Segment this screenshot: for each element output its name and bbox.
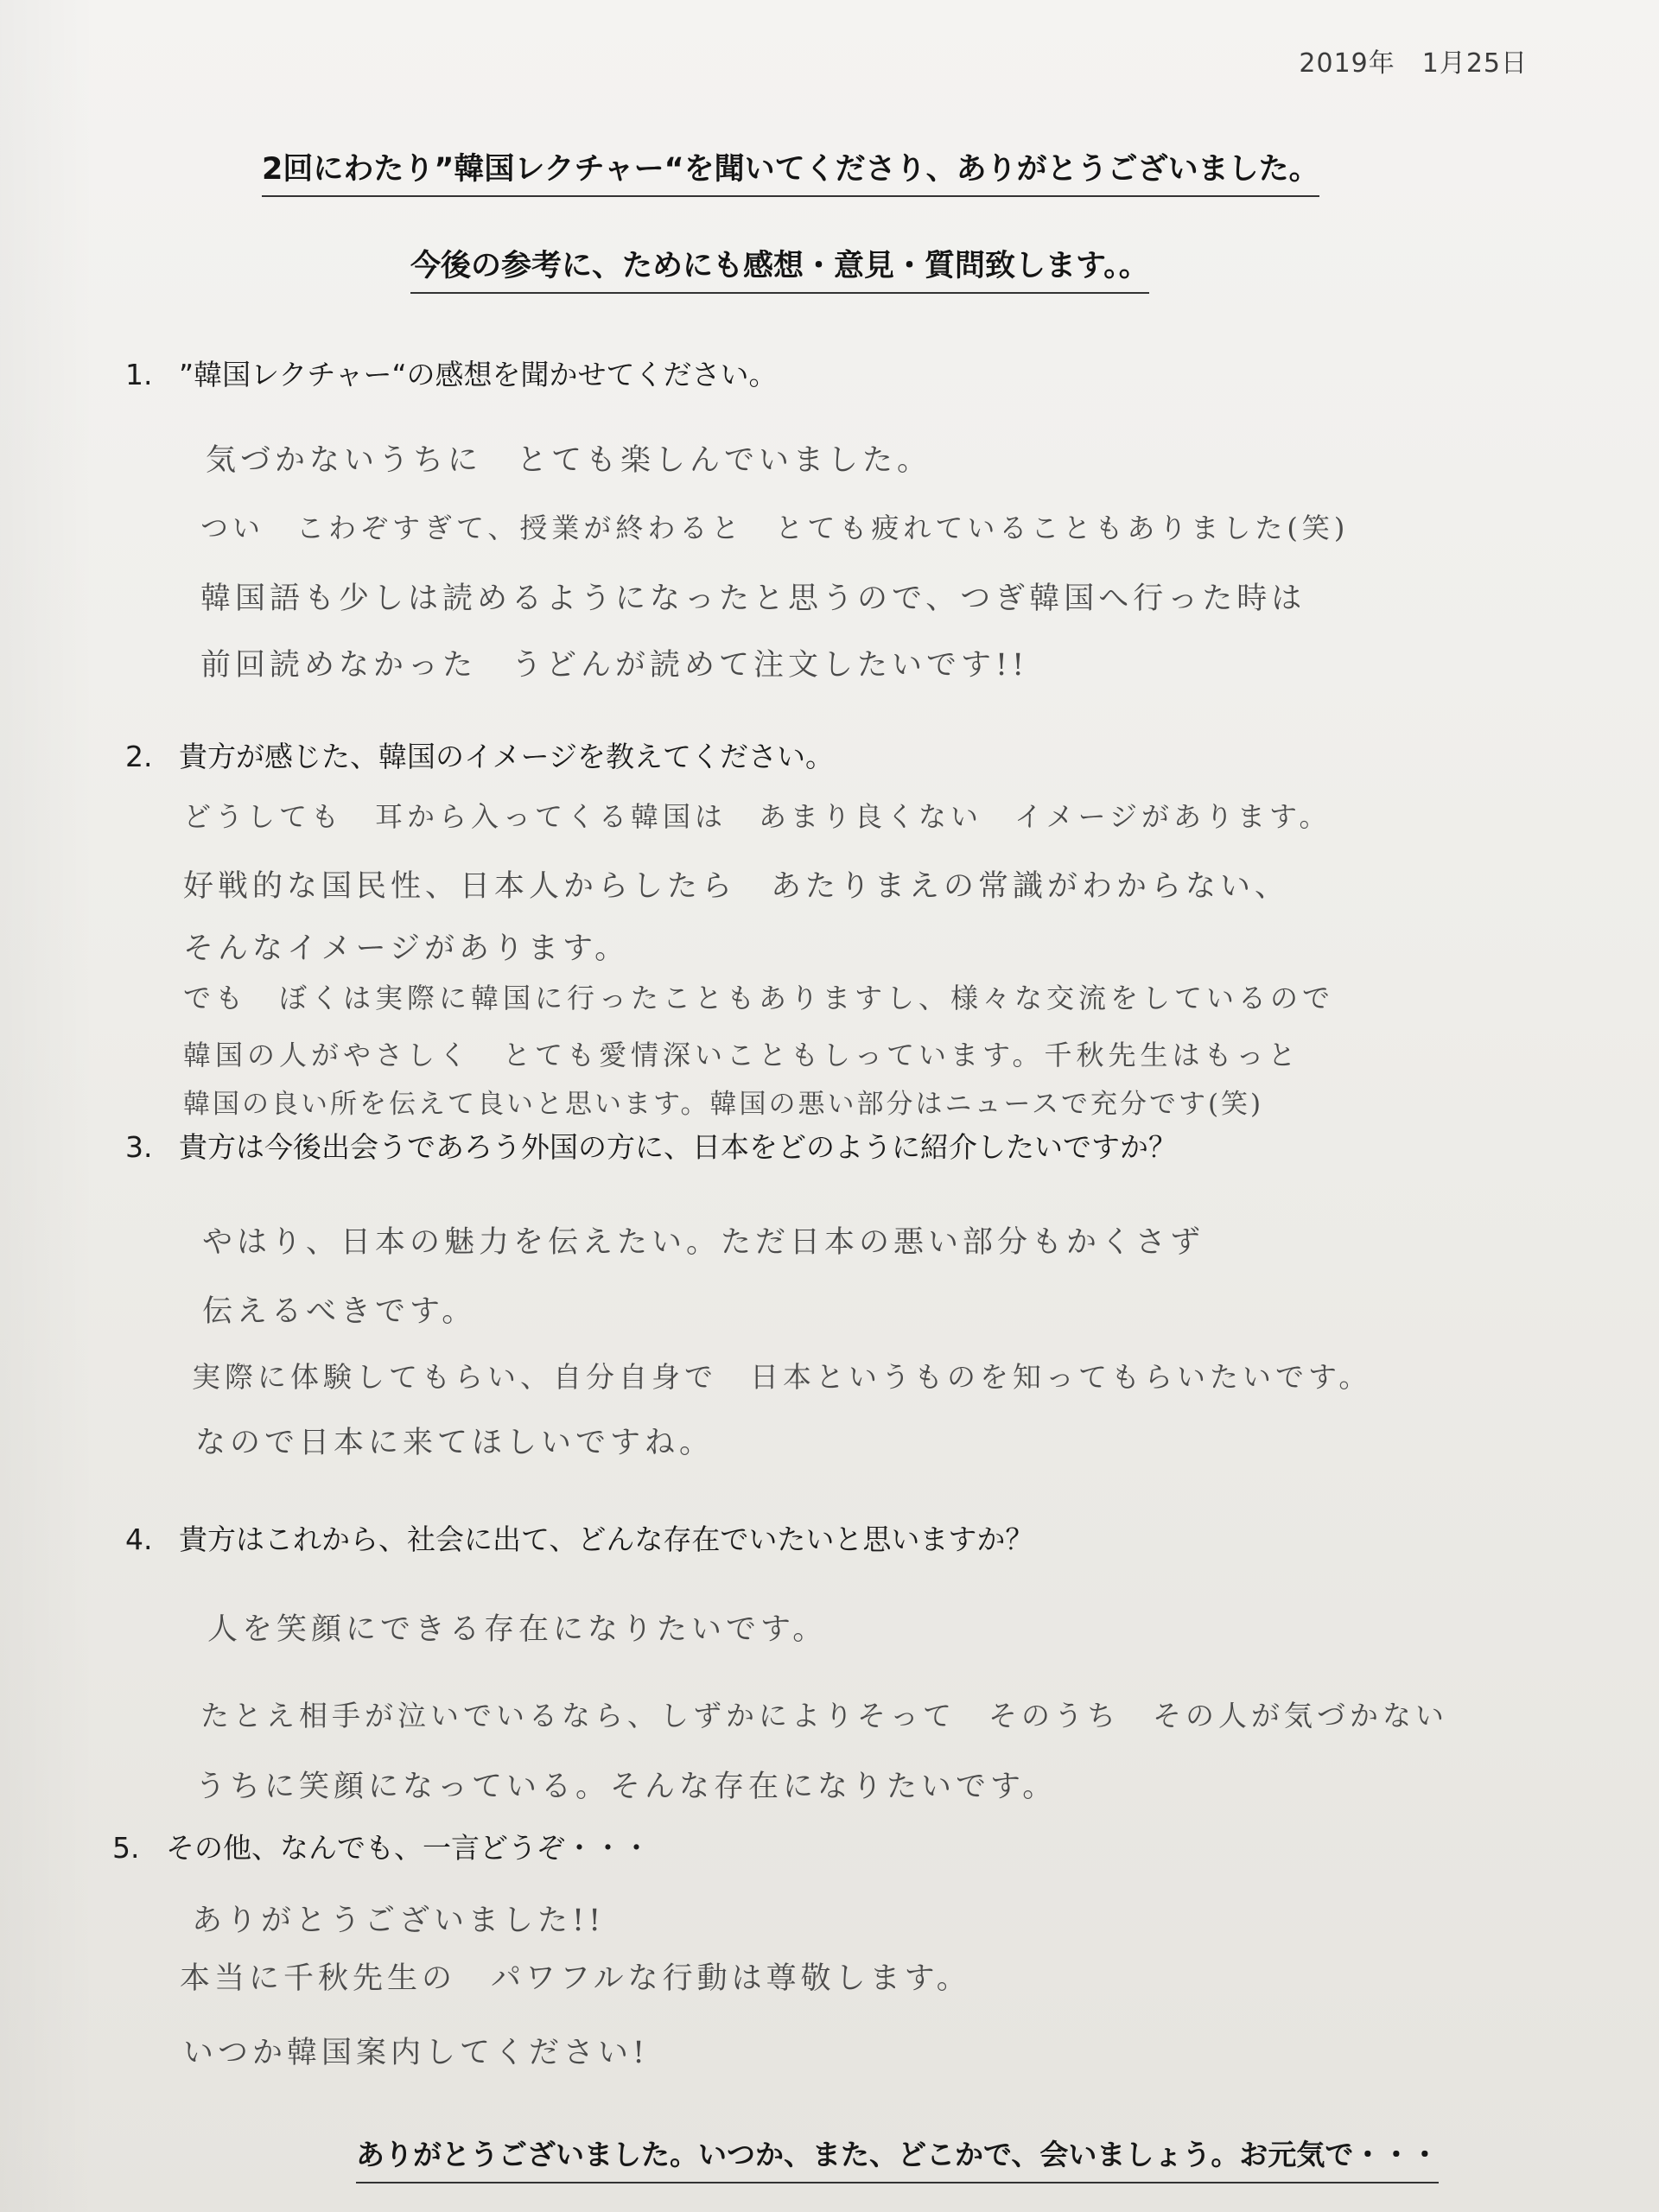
handwritten-answer-line: 本当に千秋先生の パワフルな行動は尊敬します。 [180,1961,971,1996]
closing-message: ありがとうございました。いつか、また、どこかで、会いましょう。お元気で・・・ [356,2133,1439,2183]
handwritten-answer-line: なので日本に来てほしいですね。 [195,1426,715,1460]
document-date: 2019年 1月25日 [1299,48,1528,79]
question-4 [125,1517,1033,1558]
handwritten-answer-line: いつか韓国案内してください! [183,2036,650,2070]
question-text: 貴方が感じた、韓国のイメージを教えてください。 [179,740,835,773]
page-shadow [0,0,95,2212]
question-number: 4. [125,1522,153,1556]
question-3 [125,1125,1177,1166]
question-number: 5. [112,1831,140,1865]
question-text: 貴方は今後出会うであろう外国の方に、日本をどのように紹介したいですか？ [179,1130,1177,1164]
handwritten-answer-line: やはり、日本の魅力を伝えたい。ただ日本の悪い部分もかくさず [202,1225,1205,1260]
handwritten-answer-line: 伝えるべきです。 [202,1294,477,1329]
handwritten-answer-line: 前回読めなかった うどんが読めて注文したいです!! [200,648,1029,683]
handwritten-answer-line: 好戦的な国民性、日本人からしたら あたりまえの常識がわからない、 [183,869,1290,904]
handwritten-answer-line: 韓国の良い所を伝えて良いと思います。韓国の悪い部分はニュースで充分です(笑) [183,1089,1264,1120]
handwritten-answer-line: 韓国語も少しは読めるようになったと思うので、つぎ韓国へ行った時は [200,582,1306,616]
document-subtitle: 今後の参考に、ためにも感想・意見・質問致します。。 [410,242,1149,294]
handwritten-answer-line: ありがとうございました!! [192,1904,606,1938]
handwritten-answer-line: でも ぼくは実際に韓国に行ったこともありますし、様々な交流をしているので [183,982,1335,1014]
handwritten-answer-line: 実際に体験してもらい、自分自身で 日本というものを知ってもらいたいです。 [192,1360,1372,1394]
handwritten-answer-line: どうしても 耳から入ってくる韓国は あまり良くない イメージがあります。 [183,800,1332,833]
question-number: 1. [125,358,153,391]
handwritten-answer-line: 気づかないうちに とても楽しんでいました。 [206,443,932,478]
question-text: その他、なんでも、一言どうぞ・・・ [166,1831,651,1865]
question-2 [125,734,834,775]
handwritten-answer-line: たとえ相手が泣いでいるなら、しずかによりそって そのうち その人が気づかない [200,1699,1448,1732]
handwritten-answer-line: 韓国の人がやさしく とても愛情深いこともしっています。千秋先生はもっと [183,1039,1300,1071]
question-text: 貴方はこれから、社会に出て、どんな存在でいたいと思いますか？ [179,1522,1034,1556]
handwritten-answer-line: そんなイメージがあります。 [183,931,630,966]
question-1 [125,353,778,393]
question-number: 3. [125,1130,153,1164]
handwritten-answer-line: つい こわぞすぎて、授業が終わると とても疲れていることもありました(笑) [200,512,1350,544]
handwritten-answer-line: 人を笑顔にできる存在になりたいです。 [207,1612,828,1647]
handwritten-answer-line: うちに笑顔になっている。そんな存在になりたいです。 [195,1770,1058,1804]
question-number: 2. [125,740,153,773]
question-text: ”韓国レクチャー“の感想を聞かせてください。 [179,358,778,391]
document-title: 2回にわたり”韓国レクチャー“を聞いてくださり、ありがとうございました。 [262,145,1319,197]
question-5 [112,1826,651,1866]
